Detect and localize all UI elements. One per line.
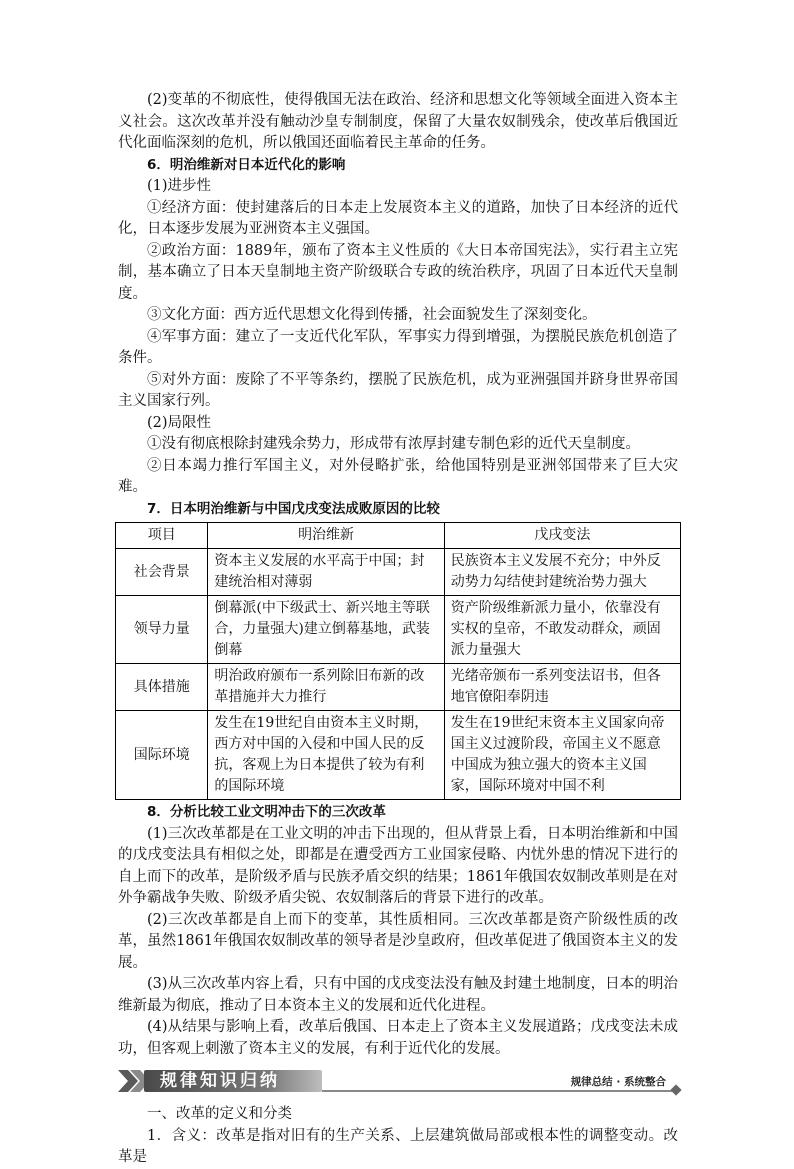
table-header-row (116, 523, 681, 549)
meiji-cell: 明治政府颁布一系列除旧布新的改革措施并大力推行 (208, 664, 444, 711)
section-banner (116, 1064, 682, 1098)
comparison-table (115, 522, 681, 800)
progress-item-foreign: ⑤对外方面：废除了不平等条约，摆脱了民族危机，成为亚洲强国并跻身世界帝国主义国家行列。 (118, 371, 678, 409)
meiji-cell: 资本主义发展的水平高于中国；封建统治相对薄弱 (208, 549, 444, 596)
wuxu-cell: 发生在19世纪末资本主义国家向帝国主义过渡阶段，帝国主义不愿意中国成为独立强大的资本主义国家，国际环境对中国不利 (444, 711, 680, 800)
table-row (116, 711, 681, 800)
document-body (118, 90, 678, 1169)
table-row (116, 596, 681, 664)
row-label: 具体措施 (116, 664, 208, 711)
subsection-progress-title: (1)进步性 (147, 178, 212, 194)
banner-title: 规律知识归纳 (160, 1071, 280, 1091)
row-label: 国际环境 (116, 711, 208, 800)
row-label: 社会背景 (116, 549, 208, 596)
summary-line-1: 1．含义：改革是指对旧有的生产关系、上层建筑做局部或根本性的调整变动。改革是 (118, 1127, 678, 1165)
progress-item-culture: ③文化方面：西方近代思想文化得到传播，社会面貌发生了深刻变化。 (147, 307, 597, 323)
table-header-item: 项目 (116, 523, 208, 549)
section-8-item-3: (3)从三次改革内容上看，只有中国的戊戌变法没有触及封建土地制度，日本的明治维新最为彻底，推动了日本资本主义的发展和近代化进程。 (118, 976, 678, 1014)
diamond-icon (670, 1084, 681, 1095)
section-6-title: 6．明治维新对日本近代化的影响 (147, 156, 346, 173)
section-7-title: 7．日本明治维新与中国戊戌变法成败原因的比较 (147, 500, 440, 517)
meiji-cell: 发生在19世纪自由资本主义时期，西方对中国的入侵和中国人民的反抗，客观上为日本提供了较为有利的国际环境 (208, 711, 444, 800)
progress-item-military: ④军事方面：建立了一支近代化军队，军事实力得到增强，为摆脱民族危机创造了条件。 (118, 328, 678, 366)
banner-tag: 规律总结 · 系统整合 (565, 1074, 666, 1089)
section-8-item-1: (1)三次改革都是在工业文明的冲击下出现的，但从背景上看，日本明治维新和中国的戊戌变法具有相似之处，即都是在遭受西方工业国家侵略、内忧外患的情况下进行的自上而下的改革，是阶级矛盾与民族矛盾交织的结果；1861年俄国农奴制改革则是在对外争霸战争失败、阶级矛盾尖锐、农奴制落后的背景下进行的改革。 (118, 825, 678, 906)
progress-item-economy: ①经济方面：使封建落后的日本走上发展资本主义的道路，加快了日本经济的近代化，日本逐步发展为亚洲资本主义强国。 (118, 199, 678, 237)
meiji-cell: 倒幕派(中下级武士、新兴地主等联合，力量强大)建立倒幕基地，武装倒幕 (208, 596, 444, 664)
table-row (116, 549, 681, 596)
wuxu-cell: 光绪帝颁布一系列变法诏书，但各地官僚阳奉阴违 (444, 664, 680, 711)
limit-item-2: ②日本竭力推行军国主义，对外侵略扩张，给他国特别是亚洲邻国带来了巨大灾难。 (118, 457, 678, 495)
table-row (116, 664, 681, 711)
progress-item-politics: ②政治方面：1889年，颁布了资本主义性质的《大日本帝国宪法》，实行君主立宪制，基本确立了日本天皇制地主资产阶级联合专政的统治秩序，巩固了日本近代天皇制度。 (118, 242, 678, 302)
wuxu-cell: 资产阶级维新派力量小，依靠没有实权的皇帝，不敢发动群众，顽固派力量强大 (444, 596, 680, 664)
wuxu-cell: 民族资本主义发展不充分；中外反动势力勾结使封建统治势力强大 (444, 549, 680, 596)
row-label: 领导力量 (116, 596, 208, 664)
section-8-title: 8．分析比较工业文明冲击下的三次改革 (147, 804, 386, 820)
paragraph-russia-limits: (2)变革的不彻底性，使得俄国无法在政治、经济和思想文化等领域全面进入资本主义社会。这次改革并没有触动沙皇专制制度，保留了大量农奴制残余，使改革后俄国近代化面临深刻的危机，所以俄国还面临着民主革命的任务。 (118, 92, 678, 151)
summary-heading: 一、改革的定义和分类 (147, 1106, 292, 1122)
section-8-item-4: (4)从结果与影响上看，改革后俄国、日本走上了资本主义发展道路；戊戌变法未成功，但客观上刺激了资本主义的发展，有利于近代化的发展。 (118, 1019, 678, 1057)
section-8-item-2: (2)三次改革都是自上而下的变革，其性质相同。三次改革都是资产阶级性质的改革，虽然1861年俄国农奴制改革的领导者是沙皇政府，但改革促进了俄国资本主义的发展。 (118, 911, 678, 971)
table-header-meiji: 明治维新 (208, 523, 444, 549)
subsection-limit-title: (2)局限性 (147, 414, 212, 431)
limit-item-1: ①没有彻底根除封建残余势力，形成带有浓厚封建专制色彩的近代天皇制度。 (147, 436, 640, 452)
table-header-wuxu: 戊戌变法 (444, 523, 680, 549)
banner-divider (322, 1090, 672, 1092)
